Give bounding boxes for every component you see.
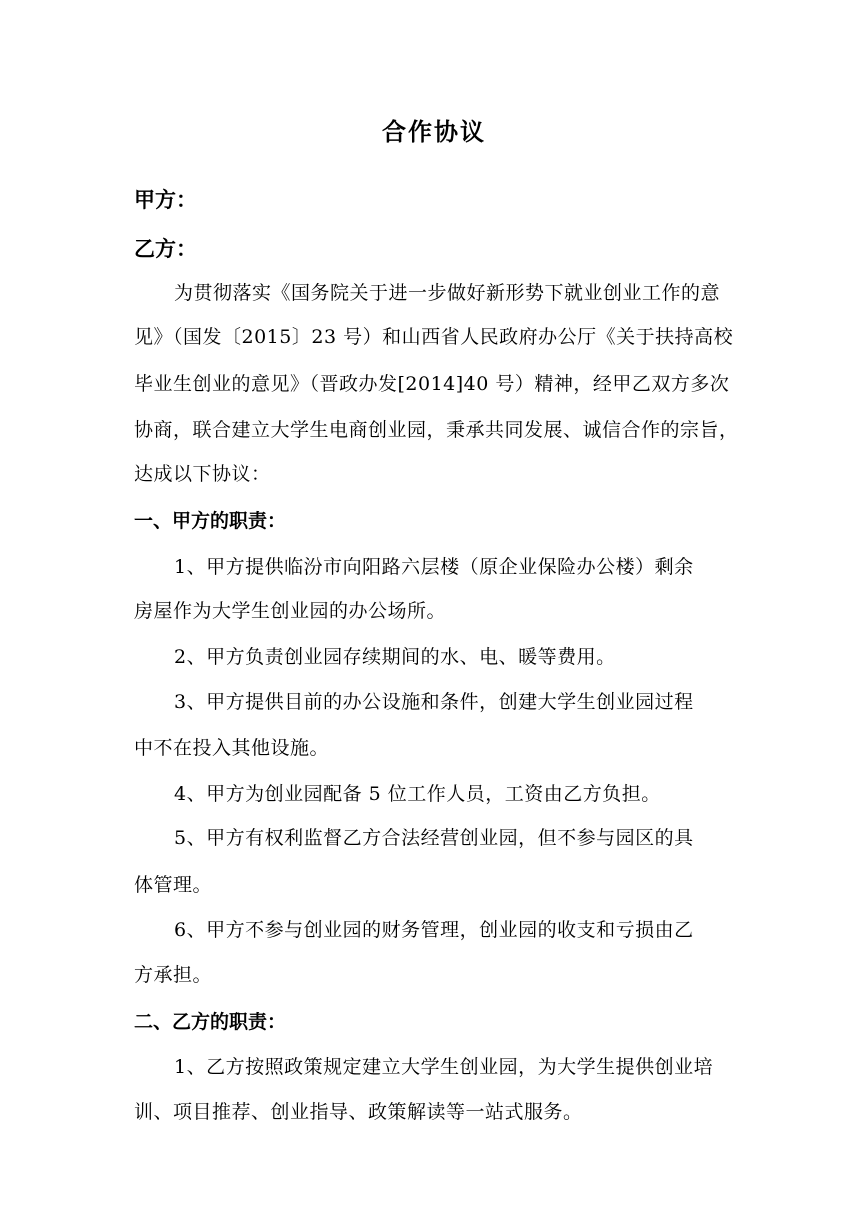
clause-line: 2、甲方负责创业园存续期间的水、电、暖等费用。: [174, 646, 616, 668]
clause-line: 房屋作为大学生创业园的办公场所。: [134, 600, 447, 622]
clause-line: 4、甲方为创业园配备 5 位工作人员，工资由乙方负担。: [174, 783, 661, 805]
clause-line: 方承担。: [134, 964, 213, 986]
intro-line: 为贯彻落实《国务院关于进一步做好新形势下就业创业工作的意: [174, 282, 721, 304]
party-a-label: 甲方：: [134, 188, 197, 212]
clause-line: 1、甲方提供临汾市向阳路六层楼（原企业保险办公楼）剩余: [174, 556, 694, 578]
clause-line: 训、项目推荐、创业指导、政策解读等一站式服务。: [134, 1101, 583, 1123]
party-b-label: 乙方：: [134, 237, 197, 261]
intro-line: 毕业生创业的意见》（晋政办发[2014]40 号）精神，经甲乙双方多次: [134, 373, 730, 395]
clause-line: 6、甲方不参与创业园的财务管理，创业园的收支和亏损由乙: [174, 919, 694, 941]
clause-line: 1、乙方按照政策规定建立大学生创业园，为大学生提供创业培: [174, 1056, 714, 1078]
section-heading-party-a-duties: 一、甲方的职责：: [134, 510, 287, 532]
intro-line: 协商，联合建立大学生电商创业园，秉承共同发展、诚信合作的宗旨，: [134, 419, 739, 441]
section-heading-party-b-duties: 二、乙方的职责：: [134, 1011, 287, 1033]
clause-line: 3、甲方提供目前的办公设施和条件，创建大学生创业园过程: [174, 691, 694, 713]
intro-line: 达成以下协议：: [134, 463, 271, 485]
clause-line: 5、甲方有权利监督乙方合法经营创业园，但不参与园区的具: [174, 827, 694, 849]
document-title: 合作协议: [382, 118, 486, 146]
clause-line: 中不在投入其他设施。: [134, 737, 330, 759]
clause-line: 体管理。: [134, 874, 213, 896]
intro-line: 见》（国发〔2015〕23 号）和山西省人民政府办公厅《关于扶持高校: [134, 326, 734, 348]
